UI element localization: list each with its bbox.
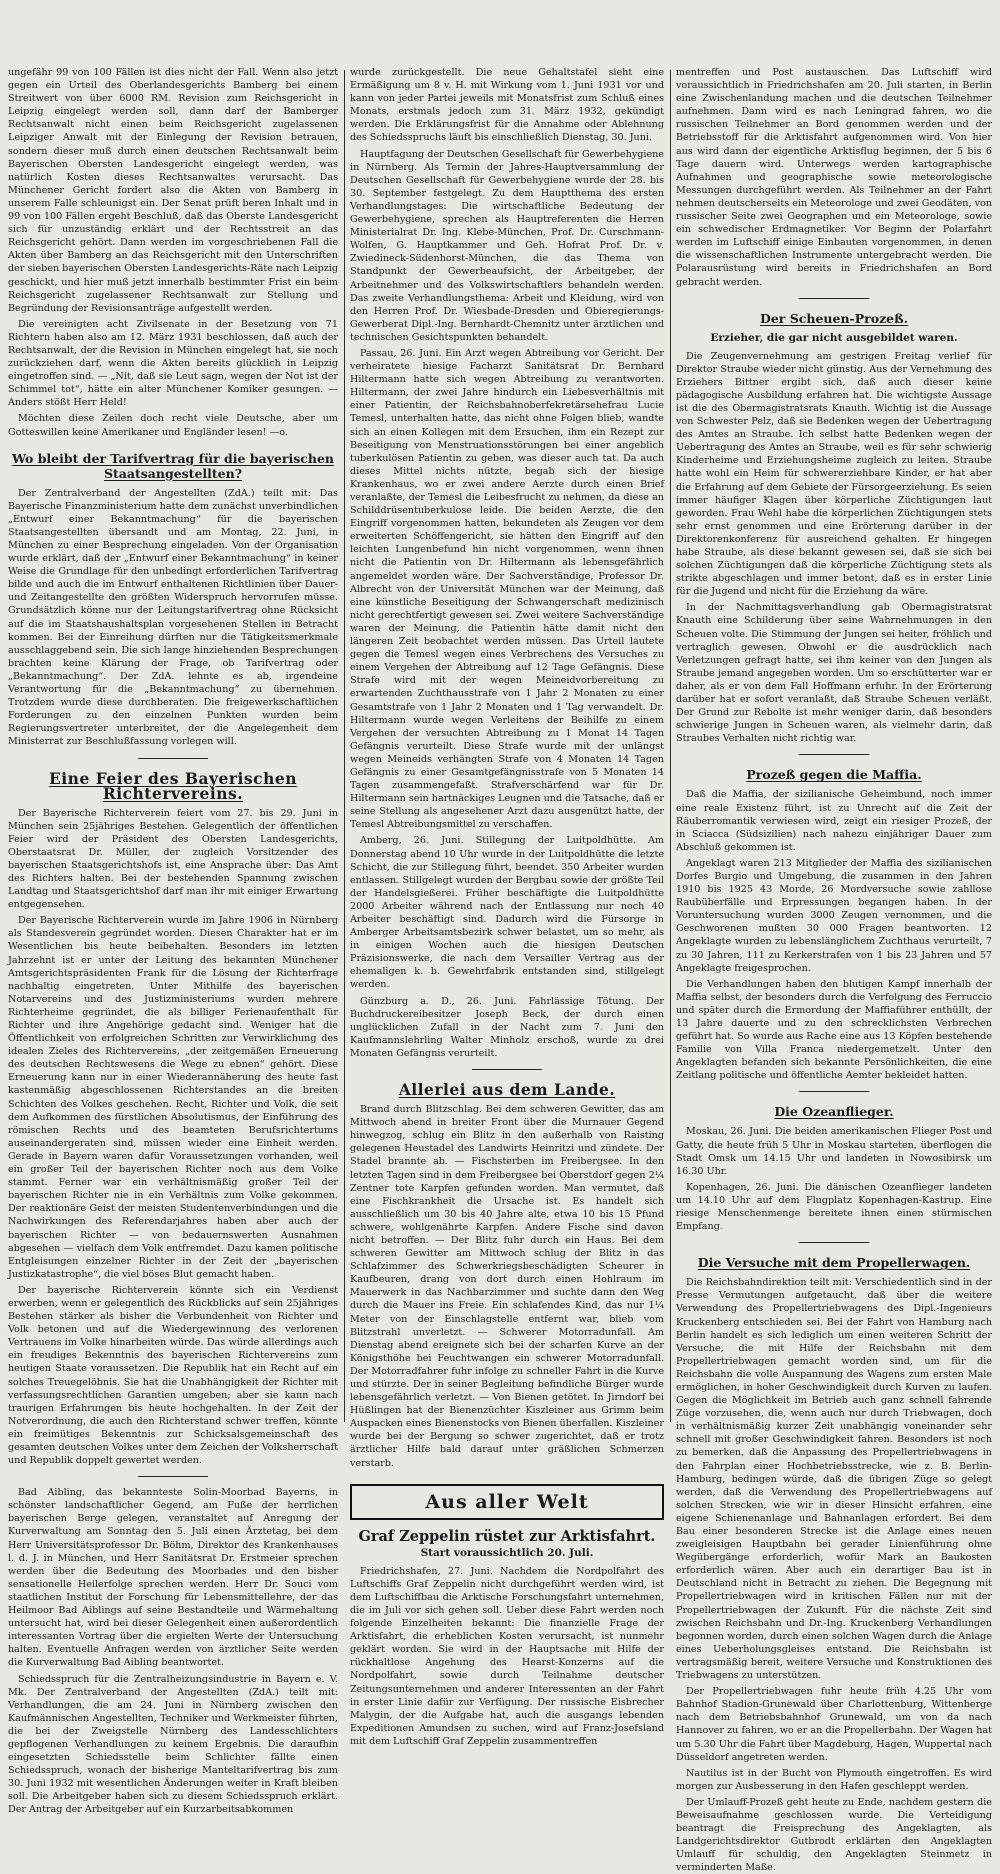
section-divider [472, 1069, 542, 1070]
section-divider [138, 1476, 208, 1477]
headline-richterverein: Eine Feier des Bayerischen Richtervereins. [48, 768, 297, 803]
article-paragraph: Der bayerische Richterverein könnte sich ein Verdienst erwerben, wenn er gelegentlich des Rückblicks auf sein 25jähriges Bestehen stärker als bisher die Verbundenheit von Richter und Volk betonen und auf die Wiedergewinnung des verlorenen Vertrauens im Volke hinarbeiten würde. Das würde allerdings auch ein freudiges Bekenntnis des bayerischen Richtervereins zum heutigen Staate voraussetzen. Die Republik hat ein Recht auf ein solches Treuegelöbnis. Sie hat die Unabhängigkeit der Richter mit verfassungsrechtlichen Garantien umgeben; aber sie kann nach traurigen Erfahrungen bis heute hochgehalten. In der Zeit der Notverordnung, die auch den Richterstand schwer treffen, könnte ein freimütiges Bekenntnis zur Schicksalsgemeinschaft des gesamten deutschen Volkes unter dem Zeichen der Volksherrschaft und Republik doppelt gewertet werden. [8, 1284, 338, 1467]
headline-aus-dem-lande: Allerlei aus dem Lande. [398, 1080, 616, 1100]
article-paragraph: Hauptfagung der Deutschen Gesellschaft für Gewerbehygiene in Nürnberg. Als Termin der Jahres-Hauptversammlung der Deutschen Gesellschaft für Gewerbehygiene wurde der 28. bis 30. September festgelegt. Zu dem Hauptthema des ersten Verhandlungstages: Die wirtschaftliche Bedeutung der Gewerbehygiene, sprechen als Hauptreferenten die Herren Ministerialrat Dr. Ing. Klebe-München, Prof. Dr. Curschmann-Wolfen, G. Hauptkammer und Geh. Hofrat Prof. Dr. v. Zwiedineck-Südenhorst-München, die das Thema von Standpunkt der Gewerbeaufsicht, der Arbeitgeber, der Arbeitnehmer und des Volkswirtschaftlers behandeln werden. Das zweite Verhandlungsthema: Arbeit und Kleidung, wird von den Herren Prof. Dr. Wiesbade-Dresden und Obieregierungs-Gewerberat Dipl.-Ing. Bernhardt-Chemnitz unter ärztlichen und technischen Gesichtspunkten behandelt. [350, 148, 664, 343]
section-divider [799, 1242, 869, 1243]
article-paragraph: Der Bayerische Richterverein wurde im Jahre 1906 in Nürnberg als Standesverein gegründet worden. Diesen Charakter hat er im Wesentlichen bis heute beibehalten. Besonders im letzten Jahrzehnt ist er unter der Leitung des bekannten Münchener Amtsgerichtspräsidenten Frank für die Lösung der Richterfrage nachhaltig eingetreten. Unter Mithilfe des bayerischen Notarvereins und des Justizministeriums wurden mehrere Richterheime gegründet, die als billiger Ferienaufenthalt für Richter und ihre Angehörige gedacht sind. Weniger hat die Öffentlichkeit von erfolgreichen Schritten zur Verwirklichung des idealen Zieles des Richtervereins, „der zeitgemäßen Erneuerung des deutschen Rechtswesens die Wege zu ebnen“ gehört. Diese Erneuerung kann nur in einer Wiederannäherung des heute fast kastenmäßig abgeschlossenen Richterstandes an die breiten Schichten des Volkes geschehen. Recht, Richter und Volk, die seit dem Aufkommen des fürstlichen Absolutismus, der Einführung des römischen Rechts und des beamteten Berufsrichtertums auseinandergeraten sind, müssen wieder eine Einheit werden. Gerade in Bayern waren dafür Voraussetzungen vorhanden, weil ein großer Teil der bayerischen Richter noch aus dem Volke stammt. Ferner war ein verhältnismäßig großer Teil der bayerischen Richter nie in ein Verhältnis zum Volke gekommen. Der reaktionäre Geist der meisten Studentenverbindungen und die Nachwirkungen des Referendarjahres haben aber auch der bayerischen Richter — von bedauernswerten Ausnahmen abgesehen — vielfach dem Volk entfremdet. Dazu kamen politische Entgleisungen einzelner Richter in der Zeit der „bayerischen Justizkatastrophe“, die viel böses Blut gemacht haben. [8, 915, 338, 1280]
article-paragraph: Der Propellertriebwagen fuhr heute früh 4.25 Uhr vom Bahnhof Stadion-Grunewald über Charlottenburg, Wittenberge nach dem Betriebsbahnhof Grunewald, um von da nach Hannover zu fahren, wo er an die Propellerbahn. Der Wagen hat um 5.30 Uhr die Fahrt über Magdeburg, Hagen, Wuppertal nach Düsseldorf angetreten werden. [676, 1686, 992, 1763]
newspaper-page [8, 4, 992, 1874]
article-paragraph: mentreffen und Post austauschen. Das Luftschiff wird voraussichtlich in Friedrichshafen am 20. Juli starten, in Berlin eine Zwischenlandung machen und die deutschen Teilnehmer aufnehmen. Dann wird es nach Leningrad fahren, wo die russischen Teilnehmer an Bord genommen werden und der Betriebsstoff für die Arktisfahrt aufgenommen wird. Von hier aus wird dann der eigentliche Arktisflug beginnen, der 5 bis 6 Tage dauern wird. Unterwegs werden kartographische Aufnahmen und geographische sowie meteorologische Messungen durchgeführt werden. Als Teilnehmer an der Fahrt nehmen deutscherseits ein Meteorologe und zwei Geodäten, von russischer Seite zwei Geographen und ein Meteorologe, sowie ein schwedischer Erdmagnetiker. Vor Beginn der Polarfahrt werden im Luftschiff einige Einbauten vorgenommen, in denen die wissenschaftlichen Instrumente untergebracht werden. Die Polarausrüstung wird bereits in Friedrichshafen an Bord gebracht werden. [676, 67, 992, 288]
article-paragraph: Brand durch Blitzschlag. Bei dem schweren Gewitter, das am Mittwoch abend in breiter Front über die Murnauer Gegend hinwegzog, schlug ein Blitz in den außerhalb von Raisting gelegenen Heustadel des Landwirts Heinritzi und zündete. Der Stadel brannte ab. — Fischsterben im Freibergsee. In den letzten Tagen sind in dem Freibergsee bei Oberstdorf gegen 2¼ Zentner tote Karpfen gefunden worden. Man vermutet, daß eine Fischkrankheit die Ursache ist. Es handelt sich ausschließlich um 30 bis 40 Jahre alte, etwa 10 bis 15 Pfund schwere, wohlgenährte Karpfen. Andere Fische sind davon nicht betroffen. — Der Blitz fuhr durch ein Haus. Bei dem schweren Gewitter am Mittwoch schlug der Blitz in das Schlafzimmer des Schwerkriegsbeschädigten Scheurer in Kaufbeuren, drang von dort durch einen Hohlraum im Mauerwerk in das Nachbarzimmer und suchte dann den Weg durch die Mauer ins Freie. Ein schlafendes Kind, das nur 1¼ Meter von der Einschlagstelle entfernt war, blieb vom Blitzstrahl unverletzt. — Schwerer Motorradunfall. Am Dienstag abend ereignete sich bei der scharfen Kurve an der Königsthöhe bei Feuchtwangen ein schwerer Motorradunfall. Der Motorradfahrer fuhr infolge zu schneller Fahrt in die Kurve und stürzte. Der in seiner Begleitung befindliche Bürger wurde lebensgefährlich verletzt. — Von Bienen getötet. In Jirndorf bei Hüßlingen hat der Bienenzüchter Kiszleiner aus Grimm beim Auspacken eines Bienenstocks von Bienen überfallen. Kiszleiner wurde bei der Bergung so schwer zugerichtet, daß er trotz ärztlicher Hilfe bald darauf unter gräßlichen Schmerzen verstarb. [350, 1104, 664, 1469]
section-divider [799, 754, 869, 755]
section-divider [799, 1091, 869, 1092]
headline-maffia: Prozeß gegen die Maffia. [746, 767, 922, 783]
article-paragraph: Die Zeugenvernehmung am gestrigen Freitag verlief für Direktor Straube wieder nicht günstig. Aus der Vernehmung des Erziehers Bittner ergibt sich, daß auch dieser keine pädagogische Ausbildung erfahren hat. Die wichtigste Aussage ist die des Obermagistratsrats Knauth. Wichtig ist die Aussage von Schwester Pelz, daß sie Bedenken wegen der Uebertragung des Amtes an Straube. Ich selbst hatte Bedenken wegen der Uebertragung des Amtes an Straube, weil es für sehr schwierig Kinderheime und Erziehungsheime zugleich zu leiten. Straube hatte wohl ein Heim für schwererziehbare Kinder, er hat aber die Erfahrung auf dem Gebiete der Fürsorgeerziehung. Es seien immer häufiger Klagen über körperliche Züchtigungen laut geworden. Frau Wehl habe die körperlichen Züchtigungen stets sehr ernst genommen und eine Erörterung darüber in der Direktorenkonferenz für ausreichend gehalten. Er hingegen habe Straube, als diese bekannt gewesen sei, daß sie sich bei solchen Züchtigungen daß die körperliche Züchtigung stets als strikte abgeschlagen und immer betont, daß es in erster Linie für die Jugend und nicht für die Erziehung da wäre. [676, 350, 992, 598]
article-paragraph: Schiedsspruch für die Zentralheizungsindustrie in Bayern e. V. Mk. Der Zentralverband der Angestellten (ZdA.) teilt mit: Verhandlungen, die am 24. Juni in Nürnberg zwischen den Kaufmännischen Angestellten, Techniker und Werkmeister führten, die bei der Zweigstelle Nürnberg des Landesschlichters gepflogenen Verhandlungen zu keinem Ergebnis. Die daraufhin eingesetzten Schiedsstelle beim Schlichter fällte einen Schiedsspruch, wonach der bisherige Manteltarifvertrag bis zum 30. Juni 1932 mit wesentlichen Änderungen weiter in Kraft bleiben soll. Die Arbeitgeber haben sich zu diesem Schiedsspruch erklärt. Der Antrag der Arbeitgeber auf ein Kurzarbeitsabkommen [8, 1673, 338, 1816]
article-paragraph: Die Verhandlungen haben den blutigen Kampf innerhalb der Maffia selbst, der besonders durch die Verfolgung des Ferruccio und später durch die Ermordung der Maffiaführer enthüllt, der 13 Jahre dauerte und zu den schrecklichsten Verbrechen geführt hat. So wurde aus Rache eine aus 13 Köpfen bestehende Familie von Villa Franca niedergemetzelt. Unter den Angeklagten befanden sich bekannte Persönlichkeiten, die eine Zeitlang politische und öffentliche Aemter bekleidet hatten. [676, 978, 992, 1082]
article-paragraph: Bad Aibling, das bekannteste Solin-Moorbad Bayerns, in schönster landschaftlicher Gegend, am Fuße der herrlichen bayerischen Berge gelegen, veranstaltet auf Anregung der Kurverwaltung am Sonntag den 5. Juli einen Ärztetag, bei dem Herr Universitätsprofessor Dr. Böhm, Direktor des Krankenhauses l. d. J. in München, und Herr Sanitätsrat Dr. Erstmeier sprechen werden über die Bedeutung des Moorbades und den bisher sensationelle Heilerfolge sprechen werden. Herr Dr. Souci vom staatlichen Institut der Forschung für Lebensmittellehre, der das Heilmoor Bad Aiblings auf seine Bestandteile und Wärmehaltung untersucht hat, wird bei dieser Gelegenheit einen außerordentlich interessanten Vortrag über die ergielten Werte der Untersuchung halten. Eventuelle Anfragen werden von ärztlicher Seite werden die Kurverwaltung Bad Aibling beantwortet. [8, 1487, 338, 1669]
article-paragraph: Angeklagt waren 213 Mitglieder der Maffia des sizilianischen Dorfes Burgio und Umgebung, die zusammen in den Jahren 1910 bis 1925 43 Morde, 26 Mordversuche sowie zahllose Raubüberfälle und Erpressungen begangen haben. In der Voruntersuchung wurden 3000 Zeugen vernommen, und die Geschworenen mußten 30 000 Fragen beantworten. 12 Angeklagte wurden zu lebenslänglichem Zuchthaus verurteilt, 7 zu 30 Jahren, 111 zu Kerkerstrafen von 1 bis 23 Jahren und 57 Angeklagte freigesprochen. [676, 857, 992, 974]
section-divider [799, 298, 869, 299]
column-rule [670, 70, 671, 1422]
article-paragraph: wurde zurückgestellt. Die neue Gehaltstafel sieht eine Ermäßigung um 8 v. H. mit Wirkung vom 1. Juni 1931 vor und kann von jeder Partei jeweils mit Monatsfrist zum Schluß eines Monats, erstmals jedoch zum 31. März 1932, gekündigt werden. Die Erklärungsfrist für die Annahme oder Ablehnung des Schiedsspruchs läuft bis einschließlich Dienstag, 30. Juni. [350, 67, 664, 144]
column-right [676, 66, 992, 1874]
article-paragraph: Der Zentralverband der Angestellten (ZdA.) teilt mit: Das Bayerische Finanzministerium hatte dem zunächst unverbindlichen „Entwurf einer Bekanntmachung“ für die bayerischen Staatsangestellten übersandt und am Montag, 22. Juni, in München zu einer Besprechung eingeladen. Von der Organisation wurde erklärt, daß der „Entwurf einer Bekanntmachung“ in keiner Weise die Grundlage für den unbedingt erforderlichen Tarifvertrag bilde und auch die im Entwurf enthaltenen Richtlinien über Dauer- und Zeitangestellte den größten Widerspruch hervorrufen müsse. Grundsätzlich könne nur der Leitungstarifvertrag ohne Rücksicht auf die im Staatshaushaltsplan vorgesehenen Stellen in Betracht kommen. Bei der Einreihung dürften nur die Tätigkeitsmerkmale ausschlaggebend sein. Die sich lange hinziehenden Besprechungen brachten keine Klärung der Frage, ob Tarifvertrag oder „Bekanntmachung“. Der ZdA. lehnte es ab, irgendeine Verantwortung für die „Bekanntmachung“ zu übernehmen. Trotzdem wurde diese durchberaten. Die freigewerkschaftlichen Forderungen zu den einzelnen Punkten wurden beim Regierungsvertreter unterbreitet, der die Angelegenheit dem Ministerrat zur Beschlußfassung vorlegen will. [8, 487, 338, 748]
article-paragraph: Friedrichshafen, 27. Juni. Nachdem die Nordpolfahrt des Luftschiffs Graf Zeppelin nicht durchgeführt werden wird, ist dem Luftschiffbau die Arktische Forschungsfahrt unternehmen, die im Juli vor sich gehen soll. Ueber diese Fahrt werden noch folgende Einzelheiten bekannt: Die finanzielle Frage der Arktisfahrt, die erheblichen Kosten verursacht, ist nunmehr geklärt worden. Sie wird in der Hauptsache mit Hilfe der rückhaltlose Angehung des Hearst-Konzerns auf die Nordpolfahrt, sowie durch Teilnahme deutscher Zeitungsunternehmen und anderer Interessenten an der Fahrt in erster Linie dafür zur Verfügung. Der russische Eisbrecher Malygin, der die Aufgabe hat, auch die ausgangs lebenden Expeditionen Amundsen zu suchen, wird auf Franz-Josefsland mit dem Luftschiff Graf Zeppelin zusammentreffen [350, 1565, 664, 1747]
section-banner-aus-aller-welt: Aus aller Welt [350, 1484, 664, 1520]
article-paragraph: Kopenhagen, 26. Juni. Die dänischen Ozeanflieger landeten um 14.10 Uhr auf dem Flugplatz Kopenhagen-Kastrup. Eine riesige Menschenmenge bereitete ihnen einen stürmischen Empfang. [676, 1181, 992, 1233]
article-paragraph: Günzburg a. D., 26. Juni. Fahrlässige Tötung. Der Buchdruckereibesitzer Joseph Beck, der durch einen unglücklichen Zufall in der Nacht zum 7. Juni den Kaufmannslehrling Walter Minholz erschoß, wurde zu drei Monaten Gefängnis verurteilt. [350, 995, 664, 1059]
headline-tarifvertrag: Wo bleibt der Tarifvertrag für die bayerischen Staatsangestellten? [11, 450, 335, 481]
column-rule [344, 70, 345, 1422]
headline-propellerwagen: Die Versuche mit dem Propellerwagen. [697, 1255, 971, 1271]
article-paragraph: Die vereinigten acht Zivilsenate in der Besetzung von 71 Richtern haben also am 12. März 1931 beschlossen, daß auch der Rechtsanwalt, der die Revision in München eingelegt hat, sie noch zurückziehen darf, wenn die Akten bereits glücklich in Leipzig eingetroffen sind. — „Nit, daß sie Leut sagn, wegen der Not ist der Schimmel tot“, hätte ein alter Münchener Komiker gesungen. — Anders stößt Herr Held! [8, 318, 338, 409]
article-paragraph: Daß die Maffia, der sizilianische Geheimbund, noch immer eine reale Existenz führt, ist zu Unrecht auf die Zeit der Räuberromantik verwiesen wird, zeigt ein riesiger Prozeß, der in Sciacca (Südsizilien) nach nahezu einjähriger Dauer zum Abschluß gekommen ist. [676, 789, 992, 853]
column-left [8, 66, 338, 1816]
headline-scheuen-prozess: Der Scheuen-Prozeß. [760, 310, 908, 326]
article-paragraph: Der Bayerische Richterverein feiert vom 27. bis 29. Juni in München sein 25jähriges Bestehen. Gelegentlich der öffentlichen Feier wird der Präsident des Obersten Landesgerichts, Oberstaatsrat Dr. Müller, der zugleich Vorsitzender des bayerischen Staatsgerichtshofs ist, eine Ansprache über: Das Amt des Richters halten. Bei der bestehenden Spannung zwischen Landtag und Staatsgerichtshof darf man ihr mit einiger Erwartung entgegensehen. [8, 807, 338, 911]
article-paragraph: Passau, 26. Juni. Ein Arzt wegen Abtreibung vor Gericht. Der verheiratete hiesige Facharzt Sanitätsrat Dr. Bernhard Hiltermann hatte sich wegen Abtreibung zu verantworten. Hiltermann, der zwei Jahre hindurch ein Liebesverhältnis mit einer Patientin, der Reichsbahnoberfekretärsehefrau Lucie Temesl, unterhalten hatte, das nicht ohne Folgen blieb, wandte sich an einen Kollegen mit dem Ersuchen, ihm ein Rezept zur Beseitigung von Menstruationsstörungen bei einer angeblich tuberkulösen Patientin zu geben, was dieser auch tat. Da auch dieses Mittel nichts nützte, begab sich der hiesige Krankenhaus, wo er zwei andere Aerzte durch einen Brief veranlaßte, der Temesl die Leibesfrucht zu nehmen, da diese an Schilddrüsentuberkulose leide. Die beiden Aerzte, die den Eingriff vorgenommen hatten, bekundeten als Zeugen vor dem erweiterten Schöffengericht, sie hätten den Eingriff auf den leichten Lungenbefund hin nicht vorgenommen, wenn ihnen nicht die Patientin von Dr. Hiltermann als lebensgefährlich angemeldet worden wäre. Der Sachverständige, Professor Dr. Albrecht von der Universität München war der Meinung, daß eine künstliche Beseitigung der Schwangerschaft medizinisch nicht gerechtfertigt gewesen sei. Zwei weitere Sachverständige waren der Meinung, die Patientin hätte damit nicht den längeren Zeit beobachtet werden müssen. Das Urteil lautete gegen die Temesl wegen eines Verbrechens des Versuches zu einem Vergehen der Abtreibung auf 12 Tage Gefängnis. Diese Strafe wird mit der wegen Meineidvorbereitung zu erwartenden Zuchthausstrafe von 1 Jahr 2 Monaten zu einer Gesamtstrafe von 1 Jahr 2 Monaten und 1 Tag verwandelt. Dr. Hiltermann wurde wegen Verleitens der Beihilfe zu einem Vergehen der versuchten Abtreibung zu 1 Monat 14 Tagen Gefängnis verurteilt. Diese Strafe wurde mit der unlängst wegen Meineids verhängten Strafe von 4 Monaten 14 Tagen Gefängnis zu einer Gesamtgefängnisstrafe von 5 Monaten 14 Tagen zusammengefaßt. Strafverschärfend war für Dr. Hiltermann sein hartnäckiges Leugnen und die Tatsache, daß er seine Stellung als angesehener Arzt dazu ausgenützt hatte, der Temesl Abtreibungsmittel zu verschaffen. [350, 347, 664, 831]
article-paragraph: Moskau, 26. Juni. Die beiden amerikanischen Flieger Post und Gatty, die heute früh 5 Uhr in Moskau starteten, überflogen die Stadt Omsk um 14.15 Uhr und landeten in Nowosibirsk um 16.30 Uhr. [676, 1126, 992, 1177]
headline-ozeanflieger: Die Ozeanflieger. [774, 1104, 894, 1120]
subheadline-scheuen: Erzieher, die gar nicht ausgebildet waren. [710, 331, 958, 344]
article-paragraph: Der Umlauff-Prozeß geht heute zu Ende, nachdem gestern die Beweisaufnahme geschlossen wurde. Die Verteidigung beantragt die Freisprechung des Angeklagten, als Landgerichtsdirektor Gutbrodt erklärten den Angeklagten Umlauff für schuldig, den Angeklagten Steinmetz in verminderten Maße. [676, 1796, 992, 1874]
article-paragraph: Die Reichsbahndirektion teilt mit: Verschiedentlich sind in der Presse Vermutungen aufgetaucht, daß über die weitere Verwendung des Propellertriebwagens des Dipl.-Ingenieurs Kruckenberg entschieden sei. Bei der Fahrt von Hamburg nach Berlin handelt es sich lediglich um einen weiteren Schritt der Versuche, die mit Hilfe der Reichsbahn mit dem Propellertriebwagen gemacht worden sind, um für die Reichsbahn die volle Auspannung des Wagens zum ersten Male ermöglichen, in hoher Geschwindigkeit durch Kurven zu laufen. Gegen die Möglichkeit im Betrieb auch ganz schnell fahrende Züge vorzusehen, die, wenn auch nur durch Triebwagen, doch in verhältnismäßig kurzer Zeit unabhängig voneinander sehr schnell mit großer Geschwindigkeit fahren. Besonders ist noch zu bemerken, daß die Anpassung des Propellertriebwagens in den Fahrplan einer Hochbetriebsstrecke, wie z. B. Berlin-Hamburg, bedingen würde, daß die übrigen Züge so gelegt werden, daß die Verwendung des Propellertriebwagens auf solchen Strecken, wie wir in dieser Hinsicht erfahren, eine eigene Schienenanlage und Bahnanlagen erfordert. Bei dem Bau einer besonderen Strecke ist die Anlage eines neuen zweigleisigen Hauptbahn bei gerader Linienführung ohne Wegübergänge erforderlich, wofür Mark an Baukosten erforderlich wären. Aber auch ein derartiger Bau ist in Deutschland nicht in Betracht zu ziehen. Die Begegnung mit Propellertriebwagen wird in kritischen Fällen nur mit der Propellertriebwagen der Zukunft. Für die nächste Zeit sind zwischen Reichsbahn und Dr.-Ing. Kruckenberg Verhandlungen begonnen worden, durch einen solchen Wagen durch die Anlage eines Ueberholungsgleises entstand. Die Reichsbahn ist vertragsmäßig bereit, weitere Versuche und Konstruktionen des Triebwagens zu unterstützen. [676, 1277, 992, 1682]
headline-zeppelin: Graf Zeppelin rüstet zur Arktisfahrt. [358, 1527, 656, 1545]
section-divider [138, 758, 208, 759]
column-middle [350, 66, 664, 1747]
subheadline-zeppelin: Start voraussichtlich 20. Juli. [420, 1546, 594, 1559]
article-paragraph: In der Nachmittagsverhandlung gab Obermagistratsrat Knauth eine Schilderung über seine Wahrnehmungen in den Scheuen volte. Die Stimmung der Jungen sei heiter, fröhlich und vertraglich gewesen. Obwohl er die ausdrücklich nach Verletzungen gefragt hatte, sei ihm keiner von den Jungen als Straube jemand angegeben worden. Um so erschütterter war er daher, als er von dem Fall Hoffmann erfuhr. In der Erörterung darüber hat er sofort veranlaßt, daß Straube Scheuen verläßt. Der Grund zur Rebolte ist mehr weniger darin, daß besonders schwierige Jungen in Scheuen waren, als vielmehr darin, daß Straubes Verhalten nicht richtig war. [676, 602, 992, 745]
article-paragraph: Nautilus ist in der Bucht von Plymouth eingetroffen. Es wird morgen zur Ausbesserung in den Hafen geschleppt werden. [676, 1767, 992, 1792]
article-paragraph: Amberg, 26. Juni. Stillegung der Luitpoldhütte. Am Donnerstag abend 10 Uhr wurde in der Luitpoldhütte die letzte Schicht, die zur Stillegung führt, beendet. 350 Arbeiter wurden entlassen. Stillgelegt wurden der Bergbau sowie der größte Teil der Handelsgießerei. Früher beschäftigte die Luitpoldhütte 2000 Arbeiter während nach der Entlassung nur noch 40 Arbeiter beschäftigt sind. Dadurch wird die Fürsorge in Amberger Arbeitsamtsbezirk schwer belastet, um so mehr, als in einigen Wochen auch die hiesigen Deutschen Präzisionswerke, die nach dem Versailler Vertrag aus der ehemaligen k. b. Gewehrfabrik entstanden sind, stillgelegt werden. [350, 835, 664, 991]
article-paragraph: Möchten diese Zeilen doch recht viele Deutsche, aber um Gotteswillen keine Amerikaner und Engländer lesen! —o. [8, 413, 338, 438]
article-paragraph: ungefähr 99 von 100 Fällen ist dies nicht der Fall. Wenn also jetzt gegen ein Urteil des Oberlandesgerichts Bamberg bei einem Streitwert von über 6000 RM. Revision zum Reichsgericht in Leipzig eingelegt werden soll, dann darf der Bamberger Rechtsanwalt nicht einen beim Reichsgericht zugelassenen Leipziger Anwalt mit der Einlegung der Revision betrauen, sondern dieser muß durch einen deutschen Rechtsanwalt beim Bayerischen Obersten Landesgericht eingelegt werden, was natürlich Kosten dieses Rechtsanwaltes verursacht. Das Münchener Gericht fordert also die Akten von Bamberg in unserem Falle schleunigst ein. Der Senat prüft beren Inhalt und in 99 von 100 Fällen ergeht Beschluß, daß das Oberste Landesgericht sich für unzuständig erklärt und der Rechtsstreit an das Reichsgericht gehört. Dann werden im vorgeschriebenen Fall die Akten über Bamberg an das Reichsgericht mit den Unterschriften der sieben bayerischen Obersten Landesgerichts-Räte nach Leipzig geschickt, und hier muß jetzt innerhalb bestimmter Frist ein beim Reichsgericht zugelassener Rechtsanwalt zur Stellung und Begründung der Revisionsanträge aufgestellt werden. [8, 67, 338, 314]
